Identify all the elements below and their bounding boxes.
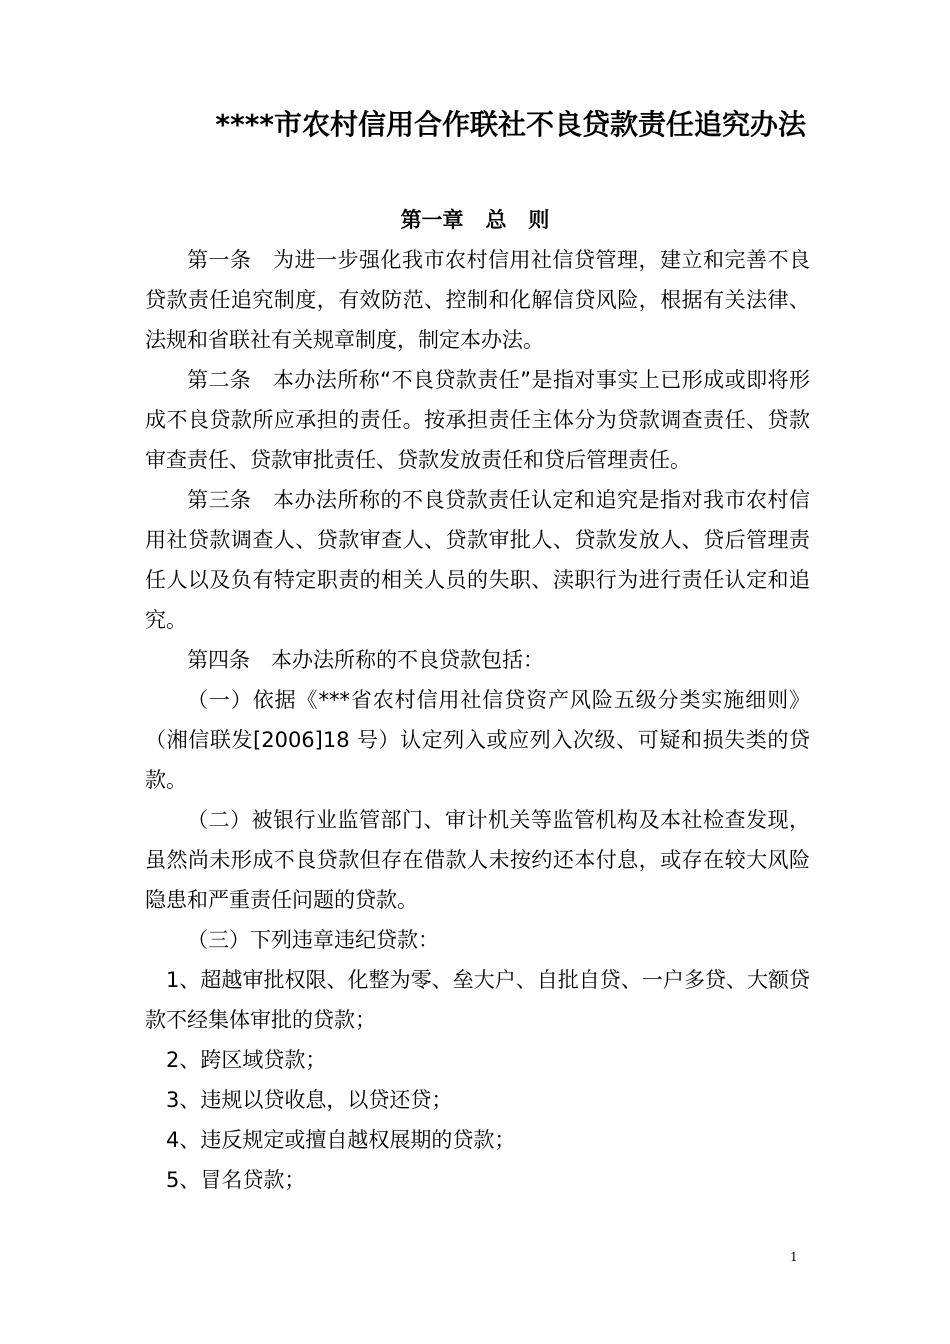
chapter-title: 第一章 总 则: [400, 208, 550, 232]
article-1-paragraph: 第一条 为进一步强化我市农村信用社信贷管理，建立和完善不良贷款责任追究制度，有效防范、控制和化解信贷风险，根据有关法律、法规和省联社有关规章制度，制定本办法。: [145, 248, 810, 352]
list-item: 3、违规以贷收息，以贷还贷；: [166, 1088, 453, 1112]
document-body: [145, 240, 810, 1200]
clause-1-paragraph: （一）依据《***省农村信用社信贷资产风险五级分类实施细则》（湘信联发[2006]18 号）认定列入或应列入次级、可疑和损失类的贷款。: [145, 688, 810, 792]
article-2-paragraph: 第二条 本办法所称“不良贷款责任”是指对事实上已形成或即将形成不良贷款所应承担的责任。按承担责任主体分为贷款调查责任、贷款审查责任、贷款审批责任、贷款发放责任和贷后管理责任。: [145, 368, 810, 472]
list-item: 1、超越审批权限、化整为零、垒大户、自批自贷、一户多贷、大额贷款不经集体审批的贷款；: [145, 968, 810, 1032]
list-item: 2、跨区域贷款；: [166, 1048, 327, 1072]
article-3-paragraph: 第三条 本办法所称的不良贷款责任认定和追究是指对我市农村信用社贷款调查人、贷款审查人、贷款审批人、贷款发放人、贷后管理责任人以及负有特定职责的相关人员的失职、渎职行为进行责任认定和追究。: [145, 488, 810, 632]
list-item: 5、冒名贷款；: [166, 1168, 306, 1192]
page-number: 1: [790, 1250, 798, 1264]
clause-3-paragraph: （三）下列违章违纪贷款：: [187, 928, 439, 952]
document-title: ****市农村信用合作联社不良贷款责任追究办法: [215, 108, 806, 141]
article-4-paragraph: 第四条 本办法所称的不良贷款包括：: [187, 648, 544, 672]
clause-2-paragraph: （二）被银行业监管部门、审计机关等监管机构及本社检查发现，虽然尚未形成不良贷款但存在借款人未按约还本付息，或存在较大风险隐患和严重责任问题的贷款。: [145, 808, 810, 912]
list-item: 4、违反规定或擅自越权展期的贷款；: [166, 1128, 516, 1152]
